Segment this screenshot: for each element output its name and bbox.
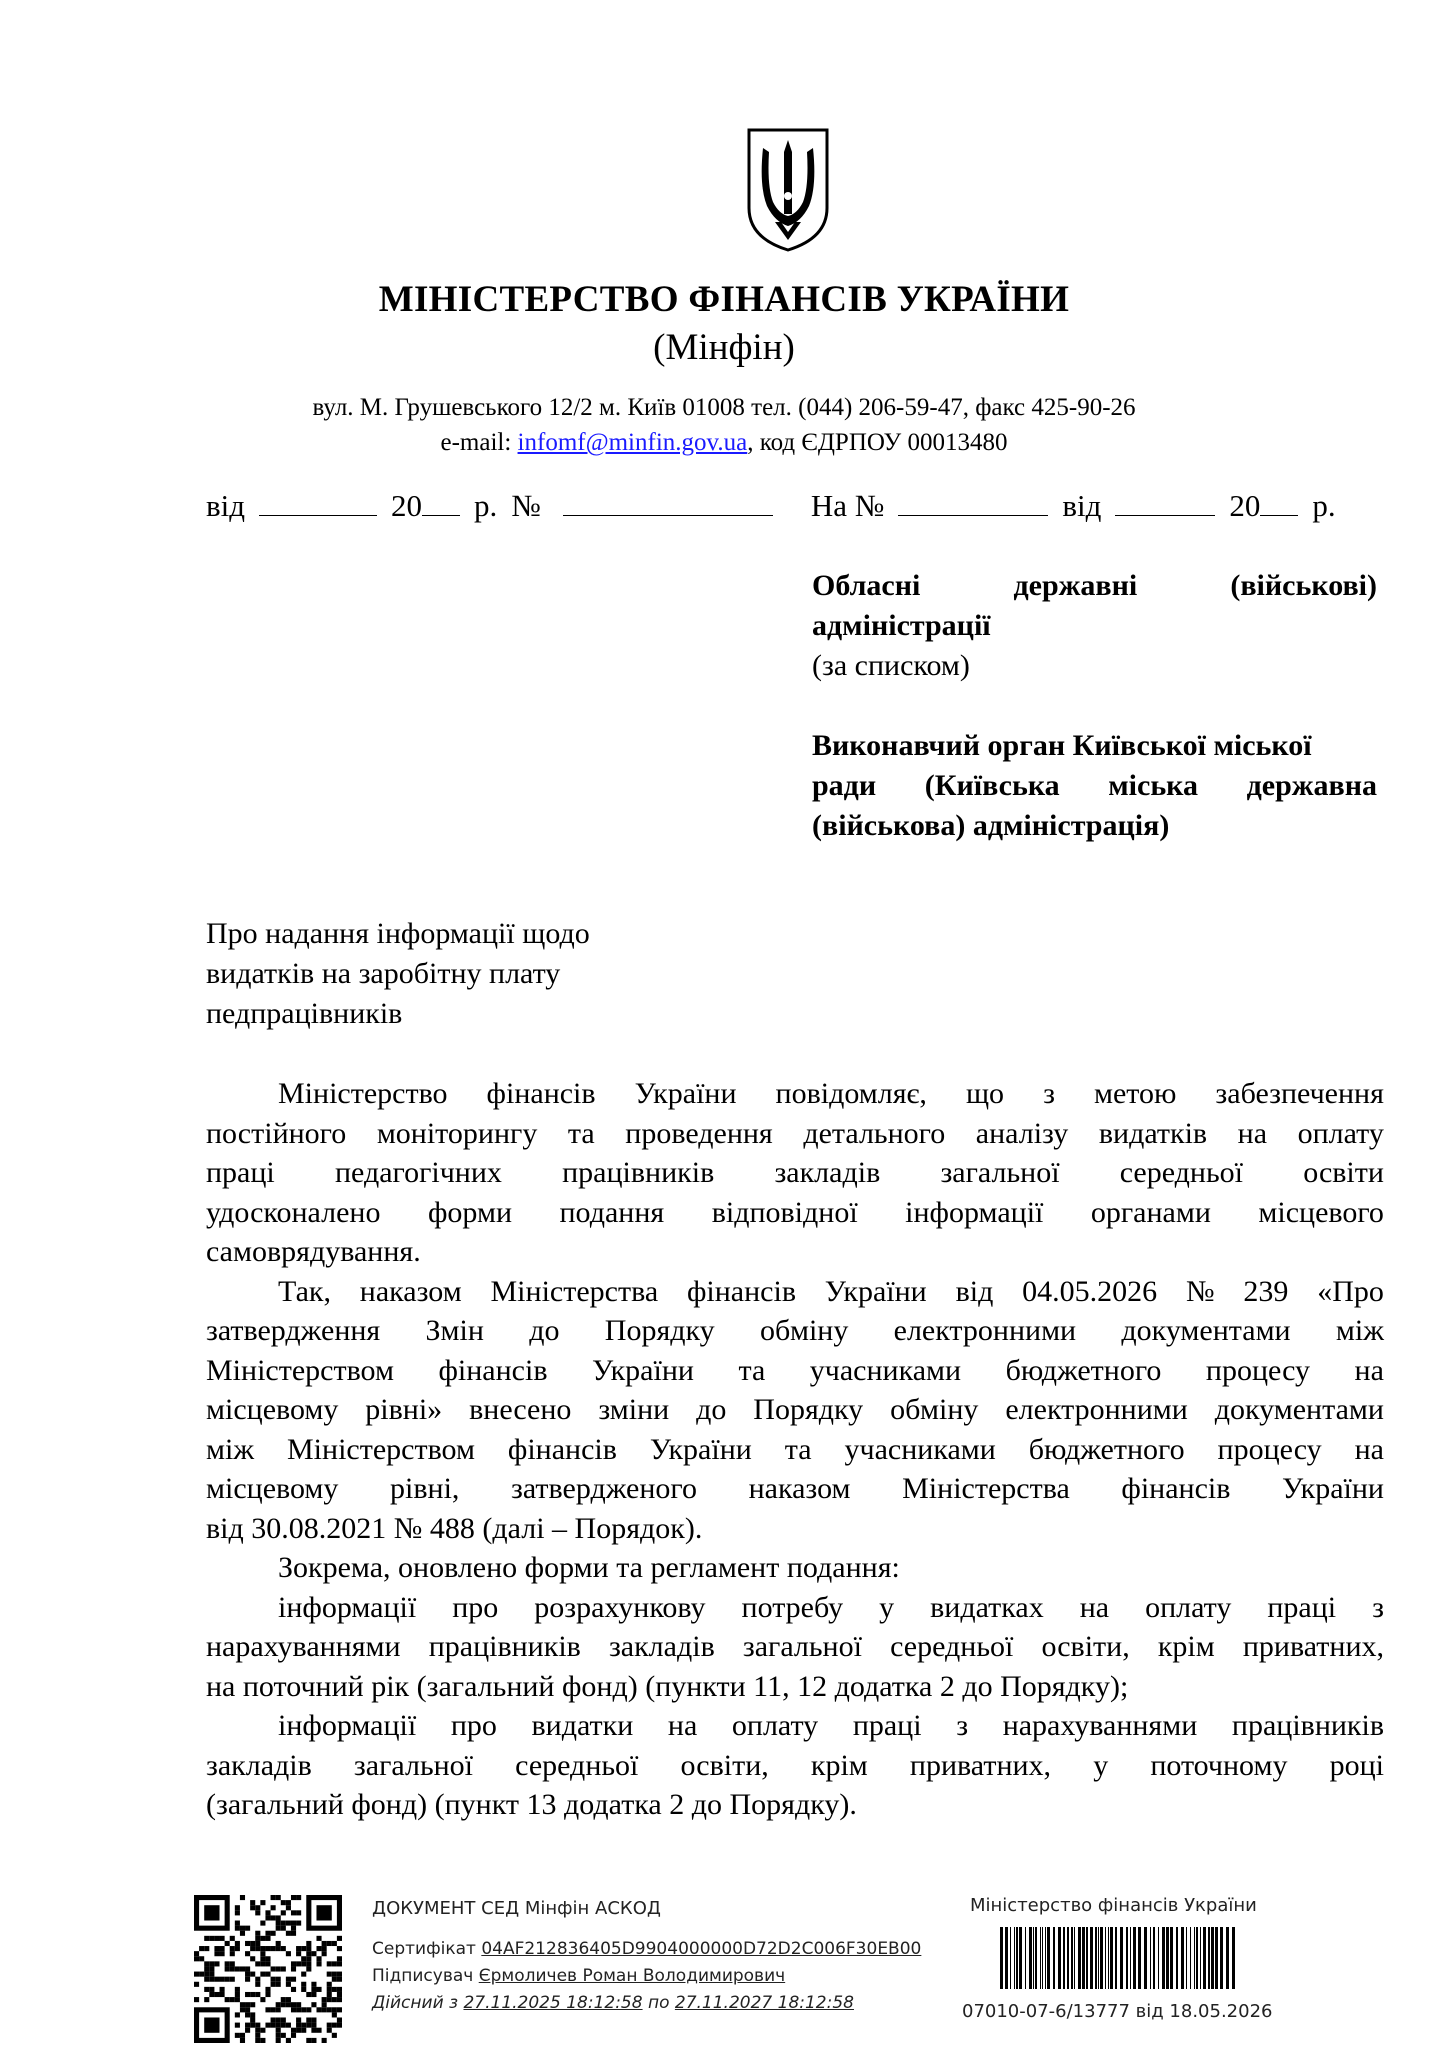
ref-from2-label: від	[1062, 488, 1102, 523]
body-word: електронними	[893, 1314, 1077, 1347]
body-word: на	[1079, 1590, 1110, 1624]
body-word: середньої	[890, 1630, 1014, 1663]
body-word: між	[206, 1432, 255, 1466]
recipient-line: Виконавчий орган Київської міської	[812, 729, 1312, 762]
body-word: праці	[206, 1156, 275, 1189]
body-word: рівні,	[390, 1472, 460, 1505]
body-word: Зокрема, оновлено форми та регламент подання:	[278, 1551, 900, 1584]
body-word: зміни	[598, 1393, 670, 1426]
body-word: №	[1185, 1274, 1215, 1308]
body-word: учасниками	[844, 1432, 996, 1466]
body-line	[206, 1667, 1384, 1707]
signer-value: Єрмоличев Роман Володимирович	[478, 1966, 786, 1986]
body-word: Порядку	[604, 1314, 715, 1347]
body-word: на	[1237, 1116, 1268, 1150]
body-word: наказом	[359, 1274, 462, 1308]
body-word: нарахуваннями	[1002, 1709, 1198, 1742]
body-word: приватних,	[909, 1748, 1052, 1782]
validity-line	[372, 1990, 921, 2017]
ministry-address: вул. М. Грушевського 12/2 м. Київ 01008 тел. (044) 206-59-47, факс 425-90-26	[312, 394, 1136, 421]
body-word: від 30.08.2021 № 488 (далі – Порядок).	[206, 1511, 703, 1545]
subject-line: Про надання інформації щодо	[206, 917, 590, 950]
body-word: розрахункову	[534, 1590, 706, 1624]
body-word: праці	[1267, 1590, 1337, 1624]
body-word: забезпечення	[1215, 1077, 1384, 1110]
body-word: «Про	[1317, 1274, 1384, 1308]
body-word: місцевого	[1258, 1195, 1384, 1229]
body-word: України	[649, 1432, 752, 1466]
body-word: про	[452, 1590, 499, 1624]
organization-name: Міністерство фінансів України	[970, 1895, 1257, 1916]
body-line	[206, 1548, 1384, 1588]
recipient-line: адміністрації	[812, 609, 991, 642]
body-word: видатків	[1098, 1116, 1208, 1150]
reference-line	[206, 488, 1366, 524]
body-word: загальної	[940, 1156, 1060, 1189]
body-word: бюджетного	[1005, 1353, 1162, 1387]
body-line	[206, 1706, 1384, 1746]
body-word: Змін	[425, 1314, 484, 1347]
body-word: фінансів	[686, 1274, 796, 1308]
body-word: між	[1335, 1314, 1384, 1347]
body-word: Міністерством	[287, 1432, 475, 1466]
body-line	[206, 1311, 1384, 1351]
ministry-contacts	[0, 429, 1448, 457]
barcode-icon	[1000, 1927, 1240, 1989]
body-word: метою	[1093, 1077, 1177, 1110]
incoming-year-blank[interactable]	[1260, 490, 1298, 516]
body-word: педагогічних	[334, 1156, 502, 1189]
body-line	[206, 1588, 1384, 1628]
body-word: самоврядування.	[206, 1235, 421, 1268]
body-word: удосконалено	[206, 1195, 381, 1229]
ref-on-label: На №	[810, 488, 885, 523]
body-word: процесу	[1217, 1432, 1322, 1466]
body-line	[206, 1390, 1384, 1430]
body-word: України	[1282, 1472, 1384, 1505]
body-word: закладів	[774, 1156, 881, 1189]
valid-from-label: Дійсний з	[372, 1993, 464, 2013]
valid-from: 27.11.2025 18:12:58	[463, 1993, 643, 2013]
body-word: фінансів	[1121, 1472, 1231, 1505]
body-word: України	[824, 1274, 927, 1308]
ref-year-suffix: р.	[474, 488, 498, 523]
body-word: та	[784, 1432, 812, 1466]
certificate-label: Сертифікат	[372, 1939, 482, 1959]
body-word: освіти,	[1041, 1630, 1130, 1663]
number-blank[interactable]	[563, 490, 773, 516]
body-line	[206, 1272, 1384, 1312]
valid-to-label: по	[642, 1993, 675, 2013]
recipient-word: (Київська	[924, 769, 1060, 802]
body-word: загальної	[353, 1748, 474, 1782]
recipient-word: державна	[1246, 769, 1377, 802]
body-word: відповідної	[711, 1195, 858, 1229]
subject-line: педпрацівників	[206, 997, 403, 1030]
body-word: рівні»	[365, 1393, 443, 1426]
signature-info	[372, 1895, 921, 2017]
body-word: органами	[1090, 1195, 1211, 1229]
body-word: середньої	[1119, 1156, 1243, 1189]
body-word: загальної	[742, 1630, 862, 1663]
body-word: (загальний фонд) (пункт 13 додатка 2 до Порядку).	[206, 1788, 857, 1821]
ministry-name: МІНІСТЕРСТВО ФІНАНСІВ УКРАЇНИ	[378, 279, 1070, 320]
email-link[interactable]: infomf@minfin.gov.ua	[517, 429, 748, 456]
body-word: місцевому	[206, 1393, 339, 1426]
body-word: електронними	[1005, 1393, 1188, 1426]
recipient-word: ради	[812, 769, 877, 802]
body-word: повідомляє,	[775, 1077, 927, 1110]
body-word: від	[955, 1274, 994, 1308]
body-word: інформації	[905, 1195, 1044, 1229]
body-word: на	[667, 1709, 698, 1742]
body-word: затвердження	[206, 1314, 381, 1347]
body-word: фінансів	[438, 1353, 548, 1387]
body-word: обміну	[759, 1314, 849, 1347]
body-word: аналізу	[975, 1116, 1069, 1150]
signer-label: Підписувач	[372, 1966, 479, 1986]
body-word: крім	[810, 1748, 868, 1782]
body-word: з	[1372, 1590, 1384, 1624]
body-line	[206, 1153, 1384, 1193]
body-word: та	[738, 1353, 766, 1387]
recipient-word: міська	[1108, 769, 1199, 802]
body-word: Міністерства	[490, 1274, 659, 1308]
incoming-number-blank[interactable]	[898, 490, 1048, 516]
body-word: України	[592, 1353, 694, 1387]
recipient-line	[812, 766, 1377, 806]
date-blank[interactable]	[259, 490, 377, 516]
body-word: 04.05.2026	[1022, 1274, 1158, 1308]
incoming-date-blank[interactable]	[1115, 490, 1215, 516]
body-word: на поточний рік (загальний фонд) (пункти 11, 12 додатка 2 до Порядку);	[206, 1669, 1129, 1703]
body-word: освіти	[1303, 1156, 1384, 1189]
body-word: документами	[1121, 1314, 1291, 1347]
body-word: про	[450, 1709, 497, 1742]
body-word: на	[1354, 1353, 1384, 1387]
email-label: e-mail:	[440, 429, 518, 456]
registration-number: 07010-07-6/13777 від 18.05.2026	[962, 2001, 1273, 2022]
body-line	[206, 1430, 1384, 1470]
body-word: документами	[1214, 1393, 1384, 1426]
ministry-abbreviation: (Мінфін)	[653, 327, 795, 368]
certificate-value: 04AF212836405D9904000000D72D2C006F30EB00	[481, 1939, 922, 1959]
body-word: Міністерство	[278, 1077, 448, 1110]
body-word: оплату	[1145, 1590, 1232, 1624]
body-line	[206, 1193, 1384, 1233]
recipient-word: Обласні	[812, 569, 921, 602]
body-word: з	[1043, 1077, 1055, 1110]
doc-system-title: ДОКУМЕНТ СЕД Мінфін АСКОД	[372, 1898, 661, 1919]
recipient-kyiv-administration	[812, 726, 1377, 846]
body-word: працівників	[428, 1630, 581, 1663]
letter-subject	[206, 914, 726, 1034]
body-word: що	[965, 1077, 1005, 1110]
body-word: фінансів	[486, 1077, 596, 1110]
letter-body	[206, 1074, 1384, 1825]
body-word: проведення	[625, 1116, 773, 1150]
body-word: постійного	[206, 1116, 347, 1150]
body-word: середньої	[515, 1748, 639, 1782]
body-word: році	[1329, 1748, 1384, 1782]
body-word: внесено	[469, 1393, 572, 1426]
body-word: наказом	[748, 1472, 851, 1505]
body-word: Так,	[278, 1274, 331, 1308]
body-word: у	[879, 1590, 895, 1624]
body-line	[206, 1785, 1384, 1825]
ref-number-label: №	[511, 488, 541, 523]
document-footer	[0, 1895, 1448, 2035]
year-blank[interactable]	[422, 490, 460, 516]
body-word: та	[567, 1116, 595, 1150]
body-word: детального	[803, 1116, 946, 1150]
body-word: Міністерства	[902, 1472, 1070, 1505]
recipient-word: державні	[1013, 569, 1138, 602]
certificate-line	[372, 1936, 921, 1963]
body-word: бюджетного	[1028, 1432, 1185, 1466]
recipient-word: (військові)	[1230, 569, 1377, 602]
body-word: потребу	[741, 1590, 844, 1624]
body-word: Міністерством	[206, 1353, 394, 1387]
ref-year-prefix: 20	[391, 488, 423, 523]
recipient-line: (військова) адміністрація)	[812, 809, 1170, 842]
qr-code-icon	[194, 1895, 342, 2043]
body-word: працівників	[562, 1156, 715, 1189]
body-line	[206, 1351, 1384, 1391]
signer-line	[372, 1963, 921, 1990]
ref-from-label: від	[206, 488, 246, 523]
body-word: затвердженого	[511, 1472, 697, 1505]
body-word: місцевому	[206, 1472, 339, 1505]
body-word: до	[529, 1314, 560, 1347]
body-word: України	[634, 1077, 737, 1110]
recipient-regional-administrations	[812, 566, 1377, 686]
body-word: форми	[427, 1195, 512, 1229]
body-word: 239	[1243, 1274, 1289, 1308]
body-word: процесу	[1205, 1353, 1311, 1387]
body-word: нарахуваннями	[206, 1630, 401, 1663]
body-line	[206, 1627, 1384, 1667]
body-word: на	[1354, 1432, 1384, 1466]
body-word: працівників	[1231, 1709, 1384, 1742]
body-word: крім	[1157, 1630, 1215, 1663]
ref-year-prefix2: 20	[1229, 488, 1261, 523]
body-line	[206, 1746, 1384, 1786]
body-word: подання	[559, 1195, 665, 1229]
body-word: з	[956, 1709, 969, 1742]
recipient-note: (за списком)	[812, 649, 970, 682]
subject-line: видатків на заробітну плату	[206, 957, 561, 990]
body-word: освіти,	[680, 1748, 769, 1782]
body-word: обміну	[890, 1393, 979, 1426]
body-word: закладів	[206, 1748, 312, 1782]
body-word: у	[1093, 1748, 1109, 1782]
body-word: приватних,	[1242, 1630, 1384, 1663]
body-word: Порядку	[753, 1393, 864, 1426]
body-line	[206, 1509, 1384, 1549]
body-word: фінансів	[507, 1432, 617, 1466]
recipient-line	[812, 566, 1377, 606]
edrpou-code: , код ЄДРПОУ 00013480	[747, 429, 1008, 456]
body-line	[206, 1114, 1384, 1154]
body-word: оплату	[1297, 1116, 1384, 1150]
body-word: видатках	[930, 1590, 1044, 1624]
body-word: до	[696, 1393, 727, 1426]
ref-year-suffix2: р.	[1312, 488, 1336, 523]
valid-to: 27.11.2027 18:12:58	[674, 1993, 854, 2013]
body-word: моніторингу	[376, 1116, 538, 1150]
body-word: оплату	[731, 1709, 819, 1742]
body-line	[206, 1074, 1384, 1114]
body-line	[206, 1469, 1384, 1509]
trident-coat-of-arms-icon	[745, 126, 831, 254]
body-word: учасниками	[809, 1353, 962, 1387]
body-word: закладів	[608, 1630, 715, 1663]
body-word: праці	[852, 1709, 922, 1742]
body-word: інформації	[278, 1590, 417, 1624]
body-word: видатки	[531, 1709, 634, 1742]
body-word: інформації	[278, 1709, 417, 1742]
body-word: поточному	[1150, 1748, 1288, 1782]
body-line	[206, 1232, 1384, 1272]
